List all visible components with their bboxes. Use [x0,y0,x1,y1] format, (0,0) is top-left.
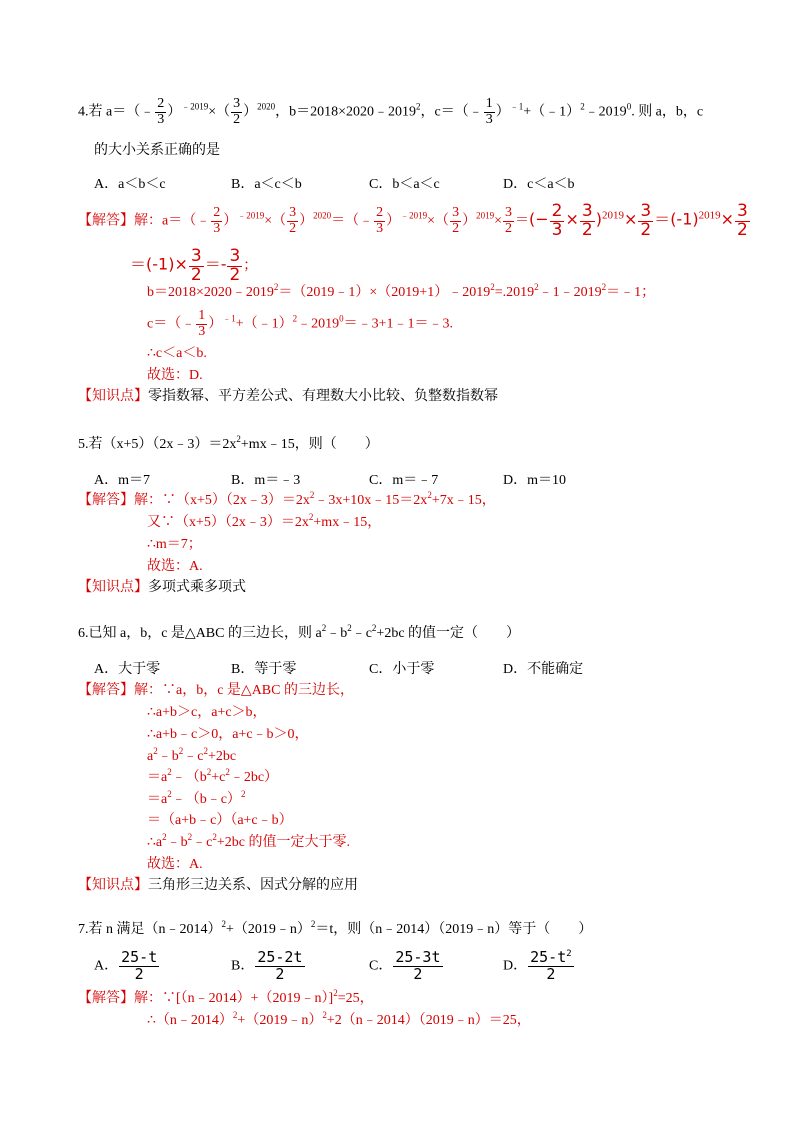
q6-option-b: B．等于零 [231,662,297,677]
fraction: $\frac{3}{2}$ [233,96,241,127]
knowledge-tag: 【知识点】 [78,389,148,404]
q5-solution-line3: ∴m＝7； [147,537,202,552]
q6-option-d: D．不能确定 [503,662,584,677]
q6-solution-line9: 故选：A. [147,857,203,872]
q5-option-b: B．m＝﹣3 [231,473,301,488]
q4-option-d: D．c＜a＜b [503,177,575,192]
q5-option-d: D．m＝10 [503,473,566,488]
q6-option-c: C．小于零 [369,662,435,677]
q4-solution-line4: c＝（﹣ $\frac{1}{3}$ ）$^{﹣1}+(﹣1)^2﹣2019^0=﹣3+1﹣1=﹣3$. [147,308,454,339]
q4-option-b: B．a＜c＜b [231,177,302,192]
q5-option-a: A．m＝7 [94,473,150,488]
q4-solution-line3: $b=2018\times 2020﹣2019^2=(2019﹣1)\times(2019+1)﹣2019^2=.2019^2﹣1﹣2019^2=﹣1$； [147,282,656,300]
q4-option-a: A．a＜b＜c [94,177,166,192]
q6-solution-line4: $a^2﹣b^2﹣c^2+2bc$ [147,746,237,764]
q4-solution-line5: ∴c＜a＜b. [147,346,207,361]
q5-solution-line2: 又$\because(x+5)(2x﹣3)=2x^2+mx﹣15$， [147,512,382,530]
fraction: $\frac{1}{3}$ [485,96,493,127]
q5-solution-line1: 【解答】解：$\because(x+5)(2x﹣3)=2x^2﹣3x+10x﹣15=2x^2+7x﹣15$， [78,490,496,508]
q6-stem: 6.已知 a，b，c 是△ABC 的三边长，则 $a^2﹣b^2﹣c^2+2bc$ 的值一定（ ） [78,623,521,641]
q4-stem-line1: 4.若 a＝（﹣ $\frac{2}{3}$ ）$^{﹣2019}$×（ $\frac{3}{2}$ ）$^{2020}$，$b=2018\times 2020﹣2019^2$，c＝（﹣ $\frac{1}{3}$ ）$^{﹣1}+(﹣1)^2﹣2019^0$. 则 a，b，c [78,96,704,127]
q5-option-c: C．m＝﹣7 [369,473,439,488]
q7-option-a: A． $\frac{25-t}{2}$ [94,948,158,983]
q6-solution-line7: ＝（a+b﹣c）（a+c﹣b） [147,813,293,828]
q6-solution-line6: $=a^2﹣(b﹣c)^2$ [147,789,246,807]
q6-solution-line1: 【解答】解：∵a，b，c 是△ABC 的三边长， [78,683,354,698]
q6-solution-line8: $\therefore a^2﹣b^2﹣c^2+2bc$ 的值一定大于零. [147,832,350,850]
q5-stem: 5.若$(x+5)(2x﹣3)=2x^2+mx﹣15$，则（ ） [78,434,379,452]
q6-option-a: A．大于零 [94,662,161,677]
fraction: $\frac{2}{3}$ [157,96,165,127]
q7-stem: 7.若 n 满足（n﹣2014）$^2$+（2019﹣n）$^2$＝t，则（n﹣2014）（2019﹣n）等于（ ） [78,919,593,937]
q4-solution-line2: ＝(-1)× $\frac{3}{2}$ ＝- $\frac{3}{2}$ ； [130,246,258,285]
q6-solution-line2: ∴a+b＞c，a+c＞b， [147,705,267,720]
q7-solution-line1: 【解答】解：∵[（n﹣2014）+（2019﹣n）]$^2$=25， [78,988,374,1006]
q7-option-c: C． $\frac{25-3t}{2}$ [369,948,441,983]
answer-tag: 【解答】 [78,213,134,229]
q6-solution-line5: $=a^2﹣(b^2+c^2﹣2bc)$ [147,767,279,785]
q5-knowledge: 【知识点】多项式乘多项式 [78,580,246,595]
q5-solution-line4: 故选：A. [147,559,203,574]
q7-solution-line2: ∴（n﹣2014）$^2$+（2019﹣n）$^2$+2（n﹣2014）（2019﹣n）＝25， [147,1010,531,1028]
q6-knowledge: 【知识点】三角形三边关系、因式分解的应用 [78,878,358,893]
q7-option-d: D． $\frac{25-t^2}{2}$ [503,948,572,983]
q4-option-c: C．b＜a＜c [369,177,440,192]
q4-knowledge: 【知识点】零指数幂、平方差公式、有理数大小比较、负整数指数幂 [78,389,498,404]
q4-stem-line2: 的大小关系正确的是 [94,143,220,158]
q7-option-b: B． $\frac{25-2t}{2}$ [231,948,303,983]
q4-solution-line6: 故选：D. [147,368,203,383]
q4-solution-line1: 【解答】解：a＝（﹣ $\frac{2}{3}$ ）$^{﹣2019}$×（ $\frac{3}{2}$ ）$^{2020}$＝（﹣ $\frac{2}{3}$ ）$^{﹣2019}$×（ $\frac{3}{2}$ ）$^{2019}$× $\frac{3}{2}$ ＝(− $\frac{2}{3}$ × $\frac{3}{2}$ )$^{2019}$× $\frac{3}{2}$ $=(-1)^{2019}\times$ $\frac{3}{2}$ [78,201,748,240]
q6-solution-line3: ∴a+b﹣c＞0，a+c﹣b＞0， [147,727,309,742]
